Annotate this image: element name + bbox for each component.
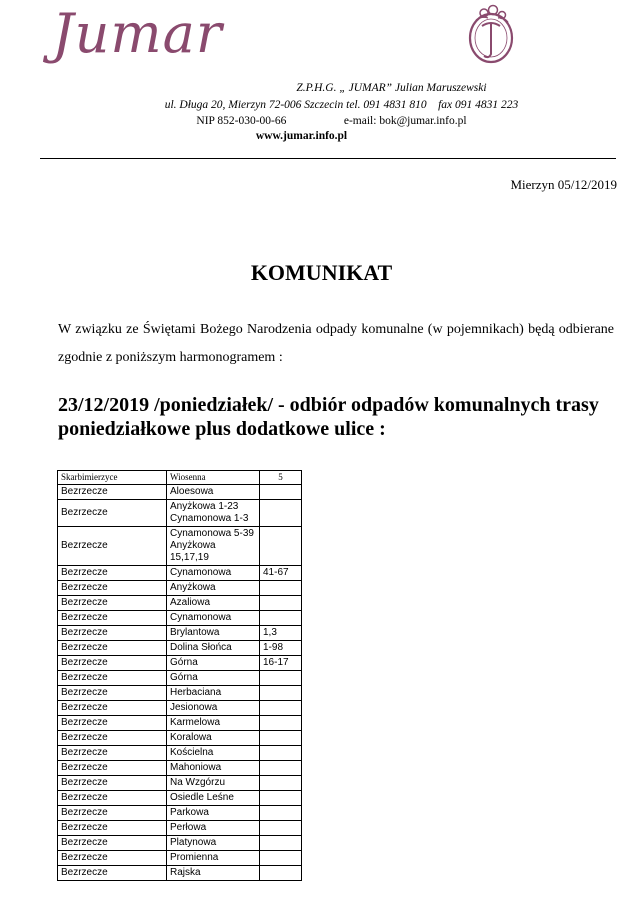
table-cell-locality: Bezrzecze (58, 776, 167, 791)
table-cell-street: Mahoniowa (167, 761, 260, 776)
table-row (58, 527, 302, 566)
table-cell-locality: Bezrzecze (58, 527, 167, 566)
table-cell-locality: Bezrzecze (58, 686, 167, 701)
table-cell-locality: Bezrzecze (58, 791, 167, 806)
table-cell-street: Cynamonowa (167, 566, 260, 581)
table-row (58, 656, 302, 671)
table-row (58, 596, 302, 611)
table-cell-numbers (260, 671, 302, 686)
table-row (58, 671, 302, 686)
table-row (58, 866, 302, 881)
table-cell-street: Wiosenna (167, 471, 260, 485)
table-cell-numbers (260, 731, 302, 746)
table-cell-street: Koralowa (167, 731, 260, 746)
table-cell-street: Osiedle Leśne (167, 791, 260, 806)
table-cell-numbers (260, 527, 302, 566)
table-cell-numbers (260, 746, 302, 761)
table-cell-numbers (260, 821, 302, 836)
table-row (58, 626, 302, 641)
table-cell-numbers (260, 596, 302, 611)
company-emblem-icon (462, 4, 520, 66)
table-cell-numbers (260, 866, 302, 881)
table-cell-numbers (260, 761, 302, 776)
table-cell-locality: Bezrzecze (58, 836, 167, 851)
table-cell-locality: Bezrzecze (58, 761, 167, 776)
table-cell-street: Platynowa (167, 836, 260, 851)
document-date: Mierzyn 05/12/2019 (510, 177, 617, 192)
table-row (58, 485, 302, 500)
table-cell-street: Kościelna (167, 746, 260, 761)
table-cell-street: Herbaciana (167, 686, 260, 701)
company-website: www.jumar.info.pl (255, 130, 348, 142)
table-cell-locality: Skarbimierzyce (58, 471, 167, 485)
company-address: ul. Długa 20, Mierzyn 72-006 Szczecin tel. 091 4831 810 fax 091 4831 223 (164, 99, 519, 111)
table-cell-street: Promienna (167, 851, 260, 866)
company-nip-email: NIP 852-030-00-66 e-mail: bok@jumar.info.pl (196, 115, 467, 127)
schedule-table (57, 470, 302, 881)
table-cell-locality: Bezrzecze (58, 581, 167, 596)
table-cell-street: Brylantowa (167, 626, 260, 641)
table-cell-locality: Bezrzecze (58, 866, 167, 881)
table-cell-numbers (260, 851, 302, 866)
table-cell-street: Jesionowa (167, 701, 260, 716)
table-row (58, 611, 302, 626)
table-row (58, 686, 302, 701)
table-cell-locality: Bezrzecze (58, 851, 167, 866)
table-cell-numbers (260, 806, 302, 821)
table-cell-numbers (260, 716, 302, 731)
table-cell-street: Na Wzgórzu (167, 776, 260, 791)
table-cell-locality: Bezrzecze (58, 566, 167, 581)
table-row (58, 851, 302, 866)
table-cell-locality: Bezrzecze (58, 656, 167, 671)
page-title: KOMUNIKAT (250, 260, 393, 285)
table-cell-locality: Bezrzecze (58, 626, 167, 641)
table-cell-locality: Bezrzecze (58, 806, 167, 821)
table-cell-street: Cynamonowa (167, 611, 260, 626)
table-row (58, 731, 302, 746)
table-row (58, 821, 302, 836)
table-cell-numbers: 16-17 (260, 656, 302, 671)
header-divider (40, 158, 616, 159)
table-cell-locality: Bezrzecze (58, 701, 167, 716)
table-cell-locality: Bezrzecze (58, 731, 167, 746)
table-cell-street: Górna (167, 671, 260, 686)
table-row (58, 566, 302, 581)
table-cell-numbers (260, 836, 302, 851)
table-cell-locality: Bezrzecze (58, 500, 167, 527)
table-cell-numbers (260, 485, 302, 500)
table-row (58, 806, 302, 821)
table-cell-numbers: 1-98 (260, 641, 302, 656)
table-cell-numbers: 41-67 (260, 566, 302, 581)
table-cell-locality: Bezrzecze (58, 641, 167, 656)
table-cell-street: Parkowa (167, 806, 260, 821)
table-cell-numbers (260, 581, 302, 596)
table-cell-street: Cynamonowa 5-39 Anyżkowa 15,17,19 (167, 527, 260, 566)
table-cell-street: Anyżkowa (167, 581, 260, 596)
table-cell-street: Rajska (167, 866, 260, 881)
schedule-heading: 23/12/2019 /poniedziałek/ - odbiór odpadów komunalnych trasy poniedziałkowe plus dodatkowe ulice : (58, 394, 599, 440)
table-cell-numbers (260, 701, 302, 716)
table-cell-street: Anyżkowa 1-23 Cynamonowa 1-3 (167, 500, 260, 527)
table-cell-locality: Bezrzecze (58, 671, 167, 686)
table-cell-numbers (260, 776, 302, 791)
table-cell-street: Karmelowa (167, 716, 260, 731)
table-cell-locality: Bezrzecze (58, 821, 167, 836)
table-cell-numbers (260, 500, 302, 527)
table-cell-street: Górna (167, 656, 260, 671)
table-cell-street: Azaliowa (167, 596, 260, 611)
company-name: Z.P.H.G. „ JUMAR” Julian Maruszewski (296, 82, 487, 94)
table-header-row (58, 471, 302, 485)
company-logo: Jumar (52, 2, 223, 65)
table-cell-street: Dolina Słońca (167, 641, 260, 656)
table-cell-street: Aloesowa (167, 485, 260, 500)
table-row (58, 701, 302, 716)
table-cell-numbers (260, 686, 302, 701)
table-cell-numbers (260, 611, 302, 626)
table-row (58, 776, 302, 791)
table-cell-locality: Bezrzecze (58, 716, 167, 731)
table-row (58, 500, 302, 527)
table-row (58, 581, 302, 596)
table-cell-numbers: 1,3 (260, 626, 302, 641)
intro-paragraph: W związku ze Świętami Bożego Narodzenia odpady komunalne (w pojemnikach) będą odbierane zgodnie z poniższym harmonogramem : (58, 322, 614, 365)
table-row (58, 791, 302, 806)
table-cell-locality: Bezrzecze (58, 746, 167, 761)
table-cell-street: Perłowa (167, 821, 260, 836)
table-cell-numbers: 5 (260, 471, 302, 485)
table-row (58, 836, 302, 851)
table-row (58, 746, 302, 761)
table-cell-locality: Bezrzecze (58, 485, 167, 500)
table-row (58, 641, 302, 656)
table-row (58, 761, 302, 776)
table-cell-locality: Bezrzecze (58, 596, 167, 611)
table-cell-locality: Bezrzecze (58, 611, 167, 626)
table-row (58, 716, 302, 731)
table-cell-numbers (260, 791, 302, 806)
